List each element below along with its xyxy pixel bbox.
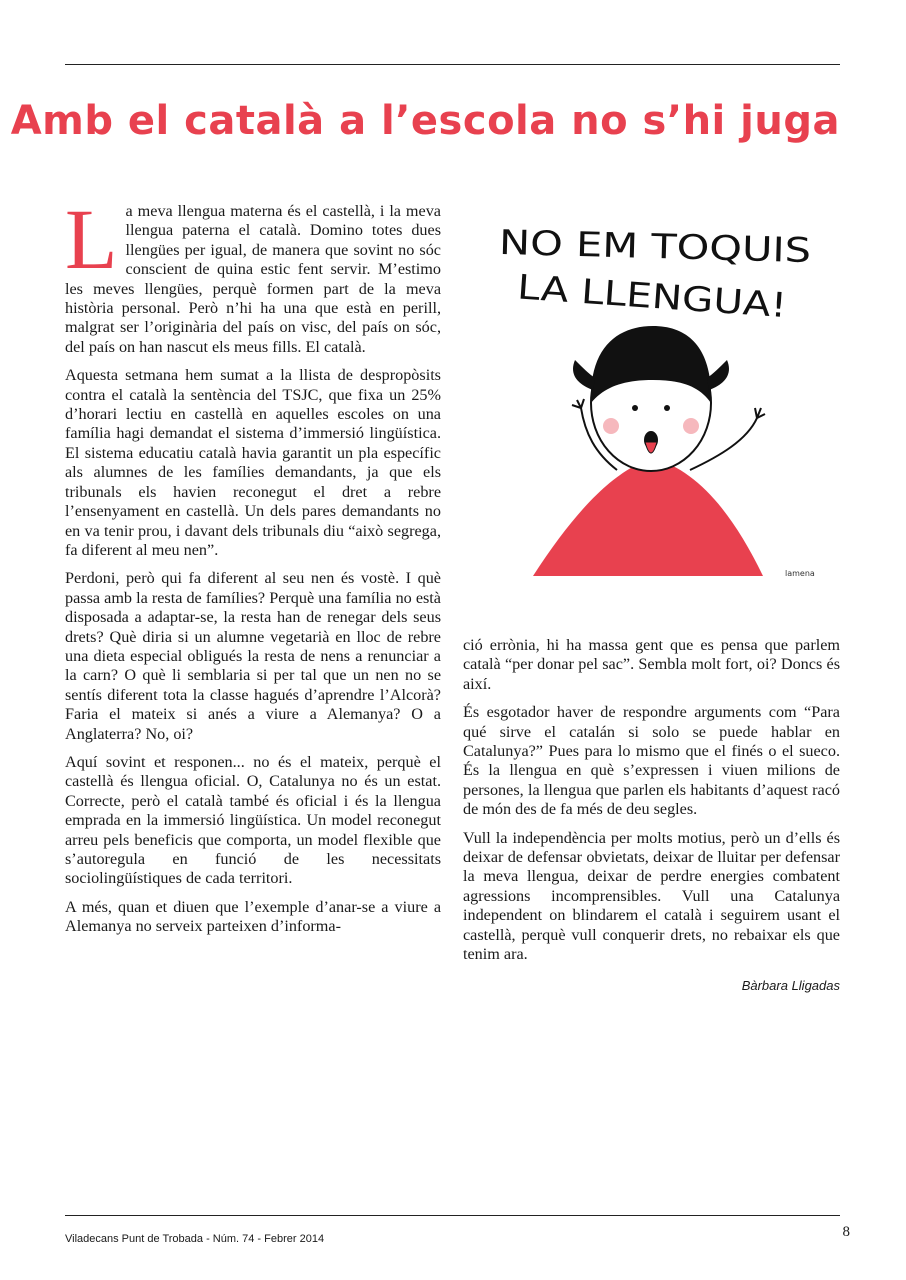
left-cheek: [603, 418, 619, 434]
left-eye: [632, 405, 638, 411]
right-hand: [755, 408, 765, 418]
left-pigtail: [573, 360, 595, 390]
article-paragraph: Vull la independència per molts motius, però un d’ells és deixar de defensar obvietats, deixar de lluitar per defensar la meva llengua, deixar de perdre energies combatent agressions incomprensibles. Vull una Catalunya independent on blindarem el català i seguirem usant el castellà, perquè vull conquerir drets, no rebaixar els que tenim ara.: [463, 828, 840, 964]
article-paragraph: A més, quan et diuen que l’exemple d’anar-se a viure a Alemanya no serveix parteixen d’informa-: [65, 897, 441, 936]
article-paragraph: La meva llengua materna és el castellà, i la meva llengua paterna el català. Domino totes dues llengües per igual, de manera que sovint no sóc conscient de quina estic fent servir. M’estimo les meves llengües, perquè formen part de la meva història personal. Però n’hi ha una que està en perill, malgrat ser l’originària del país on visc, del país on sóc, del país on han nascut els meus fills. El català.: [65, 191, 441, 356]
page-number: 8: [842, 1224, 850, 1240]
girl-sticking-out-tongue-illustration: [485, 208, 825, 588]
bottom-divider: [65, 1215, 840, 1216]
article-paragraph: Aquesta setmana hem sumat a la llista de despropòsits contra el català la sentència del TSJC, que fixa un 25% d’horari lectiu en castellà en aquelles escoles on una família hagi demandat el sistema d’immersió lingüística. El sistema educatiu català havia garantit un pla específic als alumnes de les famílies demandants, ja que els tribunals els havien reconegut el dret a rebre l’ensenyament en castellà. Un dels pares demandants no en va tenir prou, i davant dels tribunals diu “això segrega, fa diferent al meu nen”.: [65, 366, 441, 559]
right-pigtail: [707, 360, 729, 390]
left-hand: [572, 399, 584, 408]
article-paragraph: Perdoni, però qui fa diferent al seu nen és vostè. I què passa amb la resta de famílies? Perquè una família no està disposada a adaptar-se, la resta han de renegar dels seus drets? Què diria si un alumne vegetarià en lloc de rebre una dieta especial obligués la resta de nens a renunciar a la carn? O què li semblaria si per tal que un nen no se sentís diferent tota la classe hagués d’aprendre l’Alcorà? Faria el mateix si anés a viure a Alemanya? O a Anglaterra? No, oi?: [65, 569, 441, 743]
author-signature: Bàrbara Lligadas: [741, 978, 840, 993]
article-paragraph: Aquí sovint et responen... no és el mateix, perquè el castellà és llengua oficial. O, Catalunya no és un estat. Correcte, però el català també és oficial i és la llengua emprada en la immersió lingüística. Un model reconegut arreu pels beneficis que comporta, un model flexible que s’autoregula en funció de les necessitats sociolingüístiques de cada territori.: [65, 752, 441, 888]
article-column-left: [65, 191, 441, 946]
right-cheek: [683, 418, 699, 434]
publication-footer: Viladecans Punt de Trobada - Núm. 74 - Febrer 2014: [65, 1233, 325, 1245]
right-eye: [664, 405, 670, 411]
article-column-right: [463, 636, 840, 974]
article-paragraph: ció errònia, hi ha massa gent que es pensa que parlem català “per donar pel sac”. Sembla molt fort, oi? Doncs és així.: [463, 636, 840, 693]
article-paragraph: És esgotador haver de respondre arguments com “Para qué sirve el catalán si solo se puede hablar en Catalunya?” Pues para lo mismo que el finés o el sueco. És la llengua en què s’expressen i viuen milions de persones, la llengua que parlen els habitants d’aquest racó de món des de fa més de deu segles.: [463, 703, 840, 819]
top-divider: [65, 64, 840, 65]
drop-cap: L: [65, 191, 118, 287]
dress: [533, 458, 763, 576]
illustration-caption-line2: LA LLENGUA!: [516, 267, 745, 324]
illustration-caption-line1: NO EM TOQUIS: [498, 222, 755, 270]
artist-signature: lamena: [785, 569, 815, 578]
article-title: Amb el català a l’escola no s’hi juga: [10, 98, 840, 144]
